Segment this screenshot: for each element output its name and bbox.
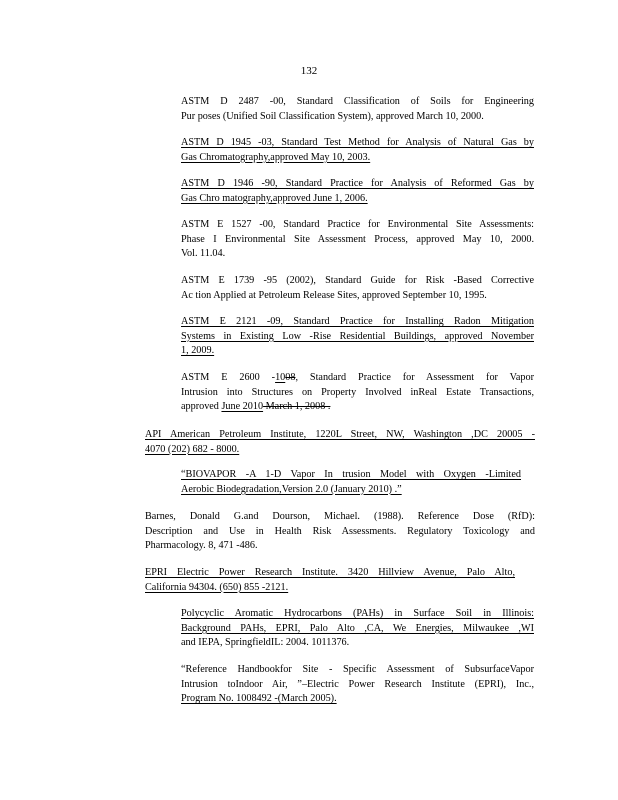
- inserted-text: 10: [275, 372, 286, 383]
- reference-astm-e1527: ASTM E 1527 -00, Standard Practice for Environmental Site Assessments: Phase I Environmental Site Assessment Process, approved May 10, 2000. Vol. 11.04.: [181, 219, 534, 259]
- deleted-text: March 1, 2008 .: [263, 401, 331, 412]
- reference-biovapor: “BIOVAPOR -A 1-D Vapor In trusion Model with Oxygen -Limited Aerobic Biodegradation,Version 2.0 (January 2010) .”: [181, 469, 521, 495]
- reference-astm-e1739: ASTM E 1739 -95 (2002), Standard Guide for Risk -Based Corrective Ac tion Applied at Petroleum Release Sites, approved September 10, 1995.: [181, 275, 534, 301]
- reference-barnes: Barnes, Donald G.and Dourson, Michael. (1988). Reference Dose (RfD): Description and Use in Health Risk Assessments. Regulatory Toxicology and Pharmacology. 8, 471 -486.: [145, 511, 535, 551]
- inserted-text: June 2010: [221, 401, 264, 412]
- reference-astm-d1946: ASTM D 1946 -90, Standard Practice for Analysis of Reformed Gas by Gas Chro matography,approved June 1, 2006.: [181, 178, 534, 204]
- deleted-text: 08: [285, 372, 296, 383]
- reference-pahs-illinois: Polycyclic Aromatic Hydrocarbons (PAHs) in Surface Soil in Illinois: Background PAHs, EPRI, Palo Alto ,CA, We Energies, Milwaukee ,WI and IEPA, SpringfieldIL: 2004. 1011376.: [181, 608, 534, 648]
- reference-astm-e2600: ASTM E 2600 -1008, Standard Practice for Assessment for Vapor Intrusion into Structures on Property Involved inReal Estate Transactions, approved June 2010 March 1, 2008 .: [181, 372, 535, 412]
- reference-astm-d2487: ASTM D 2487 -00, Standard Classification of Soils for Engineering Pur poses (Unified Soil Classification System), approved March 10, 2000.: [181, 96, 534, 122]
- reference-astm-d1945: ASTM D 1945 -03, Standard Test Method for Analysis of Natural Gas by Gas Chromatography,approved May 10, 2003.: [181, 137, 534, 163]
- reference-epri: EPRI Electric Power Research Institute. 3420 Hillview Avenue, Palo Alto, California 94304. (650) 855 -2121.: [145, 567, 515, 593]
- page-number: 132: [300, 65, 318, 77]
- reference-api: API American Petroleum Institute, 1220L Street, NW, Washington ,DC 20005 - 4070 (202) 682 - 8000.: [145, 429, 535, 455]
- reference-astm-e2121: ASTM E 2121 -09, Standard Practice for Installing Radon Mitigation Systems in Existing Low -Rise Residential Buildings, approved November 1, 2009.: [181, 316, 534, 356]
- reference-epri-handbook: “Reference Handbookfor Site - Specific Assessment of SubsurfaceVapor Intrusion toIndoor Air, ”–Electric Power Research Institute (EPRI), Inc., Program No. 1008492 -(March 2005).: [181, 664, 534, 704]
